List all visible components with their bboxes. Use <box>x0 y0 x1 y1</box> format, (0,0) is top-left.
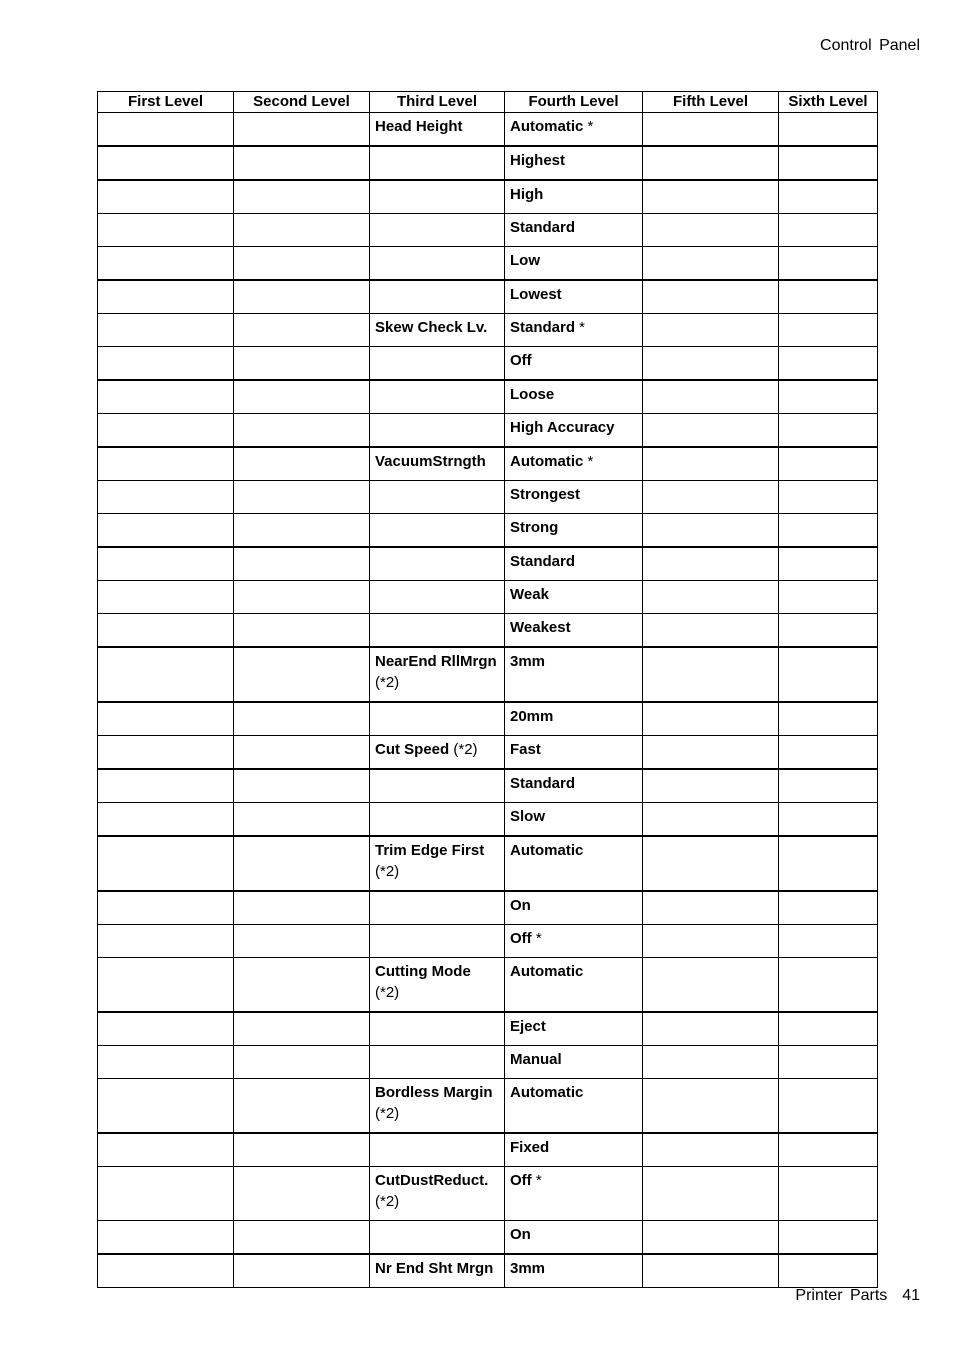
column-header-fifth-level: Fifth Level <box>643 92 779 113</box>
cell-sixth-level <box>779 736 878 770</box>
cell-second-level <box>234 514 370 548</box>
setting-note: (*2) <box>375 1105 400 1122</box>
cell-fourth-level <box>505 180 643 214</box>
cell-first-level <box>98 113 234 147</box>
setting-name: Bordless Margin <box>375 1084 493 1101</box>
cell-sixth-level <box>779 925 878 958</box>
cell-first-level <box>98 769 234 803</box>
cell-first-level <box>98 1012 234 1046</box>
cell-fifth-level <box>643 803 779 837</box>
cell-sixth-level <box>779 547 878 581</box>
cell-third-level <box>370 736 505 770</box>
cell-sixth-level <box>779 214 878 247</box>
setting-name: Nr End Sht Mrgn <box>375 1260 494 1277</box>
table-row <box>98 113 878 147</box>
cell-fifth-level <box>643 702 779 736</box>
cell-sixth-level <box>779 958 878 1013</box>
cell-sixth-level <box>779 769 878 803</box>
table-row <box>98 314 878 347</box>
cell-fifth-level <box>643 836 779 891</box>
table-row <box>98 581 878 614</box>
cell-first-level <box>98 1046 234 1079</box>
cell-second-level <box>234 247 370 281</box>
cell-sixth-level <box>779 891 878 925</box>
cell-second-level <box>234 214 370 247</box>
cell-second-level <box>234 614 370 648</box>
option-value: 20mm <box>510 708 554 725</box>
table-row <box>98 1133 878 1167</box>
cell-first-level <box>98 247 234 281</box>
cell-third-level <box>370 414 505 448</box>
table-row <box>98 769 878 803</box>
cell-second-level <box>234 925 370 958</box>
cell-third-level <box>370 347 505 381</box>
cell-fifth-level <box>643 146 779 180</box>
cell-sixth-level <box>779 481 878 514</box>
cell-first-level <box>98 414 234 448</box>
cell-third-level <box>370 891 505 925</box>
cell-fourth-level <box>505 280 643 314</box>
cell-fourth-level <box>505 1167 643 1221</box>
table-row <box>98 1254 878 1288</box>
cell-second-level <box>234 958 370 1013</box>
cell-first-level <box>98 180 234 214</box>
cell-fifth-level <box>643 113 779 147</box>
option-value: Off <box>510 352 532 369</box>
cell-sixth-level <box>779 647 878 702</box>
cell-first-level <box>98 836 234 891</box>
cell-first-level <box>98 803 234 837</box>
cell-second-level <box>234 803 370 837</box>
cell-second-level <box>234 180 370 214</box>
cell-sixth-level <box>779 1079 878 1134</box>
cell-second-level <box>234 647 370 702</box>
cell-fourth-level <box>505 414 643 448</box>
cell-third-level <box>370 514 505 548</box>
option-value: Low <box>510 252 540 269</box>
cell-first-level <box>98 481 234 514</box>
option-value: Fixed <box>510 1139 550 1156</box>
cell-third-level <box>370 614 505 648</box>
menu-structure-table <box>97 91 878 1288</box>
cell-second-level <box>234 347 370 381</box>
setting-name: Cut Speed <box>375 741 450 758</box>
cell-first-level <box>98 347 234 381</box>
cell-fourth-level <box>505 547 643 581</box>
cell-fifth-level <box>643 1079 779 1134</box>
cell-fifth-level <box>643 581 779 614</box>
cell-third-level <box>370 547 505 581</box>
cell-sixth-level <box>779 581 878 614</box>
table-row <box>98 891 878 925</box>
cell-third-level <box>370 1221 505 1255</box>
table-row <box>98 958 878 1013</box>
cell-fourth-level <box>505 146 643 180</box>
cell-first-level <box>98 547 234 581</box>
option-value: Automatic <box>510 453 584 470</box>
cell-sixth-level <box>779 1167 878 1221</box>
cell-fourth-level <box>505 581 643 614</box>
setting-note: (*2) <box>375 1193 400 1210</box>
cell-sixth-level <box>779 380 878 414</box>
option-value: Weakest <box>510 619 571 636</box>
table-row <box>98 614 878 648</box>
cell-fifth-level <box>643 481 779 514</box>
cell-fourth-level <box>505 1254 643 1288</box>
cell-fourth-level <box>505 214 643 247</box>
cell-third-level <box>370 769 505 803</box>
table-row <box>98 647 878 702</box>
cell-fourth-level <box>505 891 643 925</box>
cell-third-level <box>370 1133 505 1167</box>
cell-sixth-level <box>779 803 878 837</box>
option-value: Slow <box>510 808 546 825</box>
setting-name: CutDustReduct. <box>375 1172 489 1189</box>
cell-fifth-level <box>643 769 779 803</box>
cell-fifth-level <box>643 247 779 281</box>
setting-name: Head Height <box>375 118 463 135</box>
cell-third-level <box>370 280 505 314</box>
cell-third-level <box>370 702 505 736</box>
option-value: Automatic <box>510 842 584 859</box>
cell-fourth-level <box>505 836 643 891</box>
option-value: Fast <box>510 741 541 758</box>
option-value: Lowest <box>510 286 562 303</box>
cell-fifth-level <box>643 414 779 448</box>
column-header-first-level: First Level <box>98 92 234 113</box>
table-row <box>98 180 878 214</box>
default-marker: * <box>531 930 542 947</box>
cell-first-level <box>98 514 234 548</box>
cell-third-level <box>370 214 505 247</box>
cell-third-level <box>370 647 505 702</box>
column-header-fourth-level: Fourth Level <box>505 92 643 113</box>
cell-fifth-level <box>643 280 779 314</box>
running-header: Control Panel <box>820 37 920 54</box>
cell-first-level <box>98 280 234 314</box>
option-value: Standard <box>510 319 576 336</box>
option-value: High Accuracy <box>510 419 615 436</box>
cell-fifth-level <box>643 547 779 581</box>
option-value: Strong <box>510 519 559 536</box>
setting-name: Skew Check Lv. <box>375 319 488 336</box>
cell-fifth-level <box>643 347 779 381</box>
cell-fourth-level <box>505 958 643 1013</box>
table-row <box>98 1079 878 1134</box>
table-row <box>98 414 878 448</box>
cell-third-level <box>370 481 505 514</box>
cell-fourth-level <box>505 736 643 770</box>
cell-second-level <box>234 380 370 414</box>
cell-fifth-level <box>643 925 779 958</box>
cell-fourth-level <box>505 481 643 514</box>
table-row <box>98 214 878 247</box>
cell-third-level <box>370 113 505 147</box>
cell-first-level <box>98 925 234 958</box>
cell-third-level <box>370 1079 505 1134</box>
option-value: 3mm <box>510 1260 546 1277</box>
cell-fourth-level <box>505 1133 643 1167</box>
table-row <box>98 1167 878 1221</box>
cell-third-level <box>370 1254 505 1288</box>
option-value: Standard <box>510 553 576 570</box>
cell-first-level <box>98 581 234 614</box>
cell-fifth-level <box>643 1254 779 1288</box>
cell-second-level <box>234 280 370 314</box>
cell-fifth-level <box>643 214 779 247</box>
cell-fifth-level <box>643 614 779 648</box>
cell-sixth-level <box>779 1133 878 1167</box>
cell-sixth-level <box>779 447 878 481</box>
cell-first-level <box>98 1079 234 1134</box>
cell-sixth-level <box>779 414 878 448</box>
cell-sixth-level <box>779 180 878 214</box>
footer-chapter: Printer Parts <box>795 1287 888 1304</box>
setting-name: Cutting Mode <box>375 963 471 980</box>
column-header-sixth-level: Sixth Level <box>779 92 878 113</box>
setting-note: (*2) <box>375 674 400 691</box>
option-value: Off <box>510 1172 532 1189</box>
option-value: Automatic <box>510 1084 584 1101</box>
cell-first-level <box>98 1254 234 1288</box>
default-marker: * <box>583 118 594 135</box>
table-row <box>98 481 878 514</box>
option-value: Standard <box>510 775 576 792</box>
cell-third-level <box>370 958 505 1013</box>
setting-note: (*2) <box>449 741 478 758</box>
option-value: Manual <box>510 1051 562 1068</box>
cell-sixth-level <box>779 1046 878 1079</box>
cell-fourth-level <box>505 247 643 281</box>
cell-second-level <box>234 481 370 514</box>
cell-first-level <box>98 1133 234 1167</box>
cell-second-level <box>234 146 370 180</box>
setting-name: NearEnd RllMrgn <box>375 653 497 670</box>
option-value: High <box>510 186 544 203</box>
table-row <box>98 836 878 891</box>
cell-fourth-level <box>505 614 643 648</box>
cell-second-level <box>234 1167 370 1221</box>
cell-second-level <box>234 314 370 347</box>
cell-first-level <box>98 380 234 414</box>
cell-fifth-level <box>643 891 779 925</box>
cell-fourth-level <box>505 1046 643 1079</box>
cell-sixth-level <box>779 314 878 347</box>
table-row <box>98 1046 878 1079</box>
cell-third-level <box>370 925 505 958</box>
cell-first-level <box>98 447 234 481</box>
setting-name: Trim Edge First <box>375 842 485 859</box>
option-value: Weak <box>510 586 549 603</box>
option-value: Standard <box>510 219 576 236</box>
cell-second-level <box>234 414 370 448</box>
cell-second-level <box>234 1012 370 1046</box>
cell-second-level <box>234 1221 370 1255</box>
cell-fourth-level <box>505 380 643 414</box>
cell-fifth-level <box>643 647 779 702</box>
column-header-third-level: Third Level <box>370 92 505 113</box>
cell-sixth-level <box>779 347 878 381</box>
option-value: Highest <box>510 152 566 169</box>
cell-second-level <box>234 1254 370 1288</box>
cell-fifth-level <box>643 1012 779 1046</box>
cell-sixth-level <box>779 146 878 180</box>
default-marker: * <box>575 319 586 336</box>
cell-second-level <box>234 1046 370 1079</box>
table-row <box>98 347 878 381</box>
cell-second-level <box>234 891 370 925</box>
cell-fourth-level <box>505 1221 643 1255</box>
default-marker: * <box>531 1172 542 1189</box>
cell-third-level <box>370 1046 505 1079</box>
cell-third-level <box>370 803 505 837</box>
table-row <box>98 146 878 180</box>
cell-first-level <box>98 702 234 736</box>
cell-second-level <box>234 769 370 803</box>
cell-fourth-level <box>505 803 643 837</box>
cell-fourth-level <box>505 1012 643 1046</box>
cell-second-level <box>234 447 370 481</box>
cell-fifth-level <box>643 180 779 214</box>
cell-third-level <box>370 146 505 180</box>
cell-third-level <box>370 581 505 614</box>
cell-fifth-level <box>643 1167 779 1221</box>
cell-sixth-level <box>779 247 878 281</box>
cell-second-level <box>234 581 370 614</box>
cell-first-level <box>98 214 234 247</box>
option-value: On <box>510 1226 531 1243</box>
cell-second-level <box>234 836 370 891</box>
option-value: Automatic <box>510 963 584 980</box>
cell-fourth-level <box>505 113 643 147</box>
cell-sixth-level <box>779 836 878 891</box>
cell-sixth-level <box>779 514 878 548</box>
table-row <box>98 702 878 736</box>
setting-note: (*2) <box>375 863 400 880</box>
cell-fourth-level <box>505 925 643 958</box>
cell-second-level <box>234 702 370 736</box>
cell-third-level <box>370 447 505 481</box>
cell-fourth-level <box>505 702 643 736</box>
cell-first-level <box>98 1221 234 1255</box>
cell-third-level <box>370 1167 505 1221</box>
table-row <box>98 1221 878 1255</box>
table-row <box>98 803 878 837</box>
table-row <box>98 514 878 548</box>
cell-fourth-level <box>505 769 643 803</box>
table-row <box>98 1012 878 1046</box>
cell-second-level <box>234 113 370 147</box>
page-number: 41 <box>902 1287 920 1304</box>
cell-fourth-level <box>505 647 643 702</box>
table-row <box>98 380 878 414</box>
cell-first-level <box>98 736 234 770</box>
table-row <box>98 447 878 481</box>
cell-first-level <box>98 614 234 648</box>
setting-name: VacuumStrngth <box>375 453 486 470</box>
cell-second-level <box>234 547 370 581</box>
table-row <box>98 247 878 281</box>
cell-first-level <box>98 146 234 180</box>
option-value: Off <box>510 930 532 947</box>
cell-second-level <box>234 1133 370 1167</box>
cell-sixth-level <box>779 280 878 314</box>
setting-note: (*2) <box>375 984 400 1001</box>
option-value: Eject <box>510 1018 546 1035</box>
table-row <box>98 280 878 314</box>
cell-fifth-level <box>643 1133 779 1167</box>
cell-sixth-level <box>779 702 878 736</box>
default-marker: * <box>583 453 594 470</box>
cell-fourth-level <box>505 1079 643 1134</box>
table-row <box>98 925 878 958</box>
cell-third-level <box>370 836 505 891</box>
cell-fifth-level <box>643 958 779 1013</box>
cell-sixth-level <box>779 1012 878 1046</box>
cell-fifth-level <box>643 447 779 481</box>
cell-third-level <box>370 180 505 214</box>
cell-first-level <box>98 891 234 925</box>
option-value: Loose <box>510 386 555 403</box>
cell-sixth-level <box>779 1221 878 1255</box>
option-value: Strongest <box>510 486 581 503</box>
option-value: 3mm <box>510 653 546 670</box>
option-value: Automatic <box>510 118 584 135</box>
cell-fourth-level <box>505 514 643 548</box>
cell-sixth-level <box>779 1254 878 1288</box>
cell-third-level <box>370 380 505 414</box>
cell-third-level <box>370 314 505 347</box>
cell-fifth-level <box>643 1221 779 1255</box>
cell-fifth-level <box>643 514 779 548</box>
cell-third-level <box>370 1012 505 1046</box>
cell-fourth-level <box>505 347 643 381</box>
column-header-second-level: Second Level <box>234 92 370 113</box>
cell-sixth-level <box>779 614 878 648</box>
cell-first-level <box>98 314 234 347</box>
cell-fifth-level <box>643 736 779 770</box>
cell-first-level <box>98 647 234 702</box>
cell-second-level <box>234 736 370 770</box>
table-header-row <box>98 92 878 113</box>
table-row <box>98 547 878 581</box>
cell-third-level <box>370 247 505 281</box>
table-body <box>98 113 878 1288</box>
cell-fifth-level <box>643 380 779 414</box>
cell-second-level <box>234 1079 370 1134</box>
running-footer <box>795 1287 920 1305</box>
cell-first-level <box>98 1167 234 1221</box>
option-value: On <box>510 897 531 914</box>
cell-sixth-level <box>779 113 878 147</box>
cell-first-level <box>98 958 234 1013</box>
cell-fifth-level <box>643 314 779 347</box>
cell-fourth-level <box>505 314 643 347</box>
cell-fourth-level <box>505 447 643 481</box>
cell-fifth-level <box>643 1046 779 1079</box>
table-row <box>98 736 878 770</box>
